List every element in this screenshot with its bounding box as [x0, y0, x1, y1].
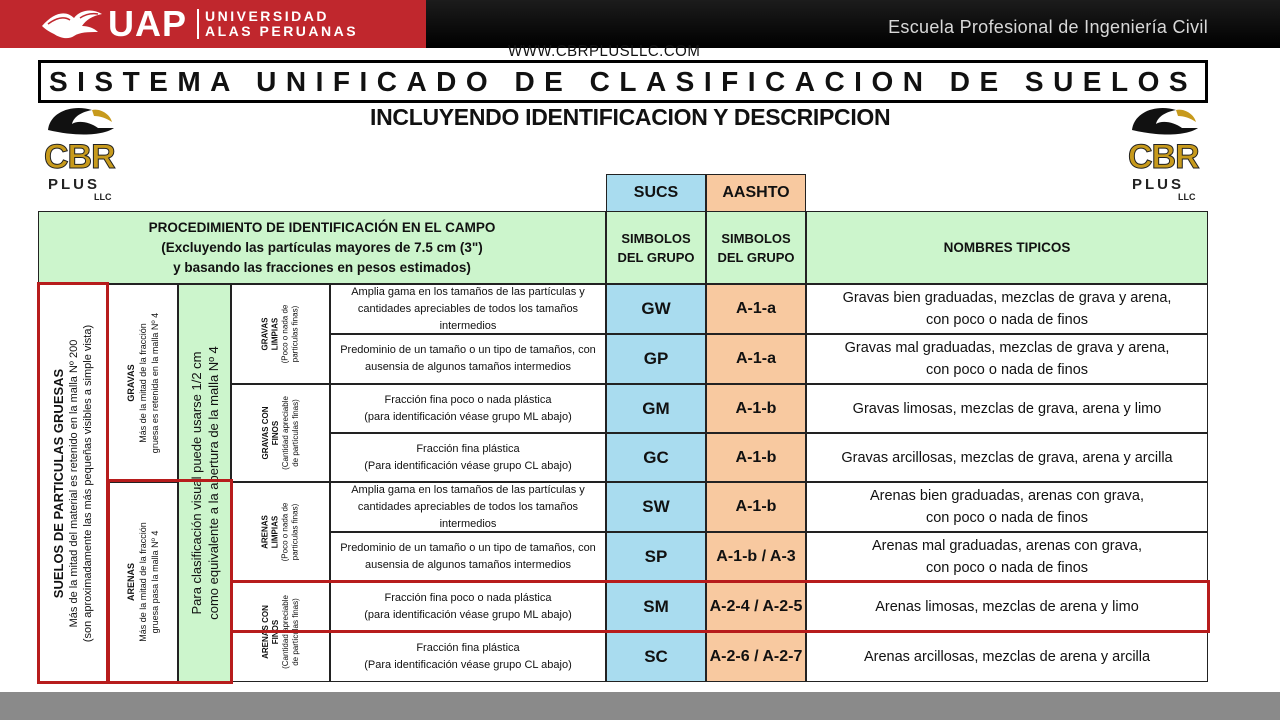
desc-line-1: Predominio de un tamaño o un tipo de tamaños, con	[340, 542, 596, 554]
coarse-soils-title: SUELOS DE PARTICULAS GRUESAS	[51, 368, 67, 598]
name-line-1: Arenas mal graduadas, arenas con grava,	[871, 538, 1143, 554]
subgroup-title: GRAVAS CON	[260, 406, 270, 460]
logo-word: CBR	[1128, 138, 1199, 176]
subgroup-title-2: LIMPIAS	[270, 317, 280, 351]
symbols-line-1: SIMBOLOS	[621, 230, 691, 246]
logo-llc: LLC	[1178, 192, 1196, 202]
coarse-soils-line-1: Más de la mitad del material es retenido en la malla Nº 200	[68, 339, 81, 627]
desc-line-2: cantidades apreciables de todos los tamaños	[357, 500, 579, 513]
gravels-line-2: gruesa es retenida en la malla Nº 4	[150, 312, 160, 454]
typical-name	[806, 582, 1208, 632]
subgroup-note-2: de partículas finas)	[290, 598, 300, 666]
name-line-1: Gravas arcillosas, mezclas de grava, arena y arcilla	[841, 449, 1173, 466]
desc-line-2: (para identificación véase grupo ML abajo)	[364, 410, 572, 423]
subgroup-title-2: LIMPIAS	[270, 515, 280, 549]
desc-line-1: Fracción fina plástica	[416, 442, 520, 455]
symbols-line-2: DEL GRUPO	[617, 249, 695, 265]
subgroup-note-2: partículas finas)	[290, 305, 300, 363]
name-line-2: con poco o nada de finos	[925, 560, 1089, 576]
aashto-symbol: A-1-a	[706, 284, 806, 334]
row-description	[330, 433, 606, 482]
typical-names-header: NOMBRES TIPICOS	[806, 211, 1208, 284]
sucs-symbol: SM	[606, 582, 706, 632]
gravels-line-1: Más de la mitad de la fracción	[138, 323, 148, 443]
typical-name	[806, 632, 1208, 682]
subgroup-gravels-with-fines	[231, 384, 330, 482]
name-line-1: Gravas bien graduadas, mezclas de grava y arena,	[842, 290, 1172, 306]
university-brand	[0, 0, 426, 48]
desc-line-2: ausensia de algunos tamaños intermedios	[364, 361, 572, 373]
aashto-symbol: A-1-b	[706, 433, 806, 482]
sucs-symbol: GM	[606, 384, 706, 433]
subgroup-title: ARENAS	[260, 515, 270, 549]
row-description	[330, 532, 606, 582]
subgroup-note: (Poco o nada de	[280, 502, 290, 562]
typical-name	[806, 284, 1208, 334]
desc-line-2: (Para identificación véase grupo CL abajo)	[364, 659, 572, 671]
visual-line-2: como equivalente a la abertura de la malla Nº 4	[205, 346, 221, 620]
subgroup-title: GRAVAS	[260, 317, 270, 351]
desc-line-1: Amplia gama en los tamaños de las partículas y	[351, 285, 585, 298]
sucs-symbol: SP	[606, 532, 706, 582]
row-description	[330, 582, 606, 632]
visual-line-1: Para clasificación visual puede usarse 1/2 cm	[188, 351, 204, 615]
typical-name	[806, 384, 1208, 433]
brand-line-1: UNIVERSIDAD	[205, 8, 329, 24]
sucs-symbol: SC	[606, 632, 706, 682]
aashto-symbols-header	[706, 211, 806, 284]
sucs-symbol: SW	[606, 482, 706, 532]
symbols-line-1: SIMBOLOS	[721, 230, 791, 246]
subgroup-sands-with-fines	[231, 582, 330, 682]
logo-plus: PLUS	[1132, 176, 1185, 193]
name-line-1: Gravas limosas, mezclas de grava, arena y limo	[852, 400, 1162, 417]
typical-name	[806, 334, 1208, 384]
row-description	[330, 632, 606, 682]
row-description	[330, 482, 606, 532]
cbr-logo-left	[42, 100, 122, 208]
gravels-label	[108, 284, 178, 482]
eagle-logo-icon	[40, 4, 104, 44]
procedure-line-3: y basando las fracciones en pesos estimados)	[173, 259, 471, 275]
school-name: Escuela Profesional de Ingeniería Civil	[888, 17, 1208, 37]
desc-line-1: Predominio de un tamaño o un tipo de tamaños, con	[340, 344, 596, 356]
sands-line-1: Más de la mitad de la fracción	[138, 522, 148, 642]
subgroup-clean-sands	[231, 482, 330, 582]
procedure-header	[38, 211, 606, 284]
brand-short: UAP	[108, 3, 188, 44]
aashto-header: AASHTO	[706, 174, 806, 212]
logo-plus: PLUS	[48, 176, 101, 193]
name-line-2: con poco o nada de finos	[925, 510, 1089, 526]
top-bar	[0, 0, 1280, 48]
aashto-symbol: A-1-a	[706, 334, 806, 384]
subgroup-note: (Poco o nada de	[280, 304, 290, 364]
sucs-symbol: GW	[606, 284, 706, 334]
sands-line-2: gruesa pasa la malla Nº 4	[150, 530, 160, 634]
desc-line-3: intermedios	[439, 517, 497, 530]
slide-title: SISTEMA UNIFICADO DE CLASIFICACION DE SUELOS	[48, 65, 1198, 97]
row-description	[330, 384, 606, 433]
desc-line-2: (Para identificación véase grupo CL abajo)	[364, 459, 572, 472]
aashto-symbol: A-1-b / A-3	[706, 532, 806, 582]
sands-label	[108, 482, 178, 682]
name-line-1: Arenas limosas, mezclas de arena y limo	[875, 599, 1139, 615]
sucs-symbol: GC	[606, 433, 706, 482]
desc-line-1: Fracción fina poco o nada plástica	[384, 592, 552, 604]
sands-title: ARENAS	[126, 563, 136, 602]
desc-line-1: Fracción fina poco o nada plástica	[384, 393, 552, 406]
procedure-line-2: (Excluyendo las partículas mayores de 7.5 cm (3")	[161, 239, 483, 255]
cbr-logo-right	[1126, 100, 1206, 208]
aashto-symbol: A-1-b	[706, 482, 806, 532]
name-line-1: Gravas mal graduadas, mezclas de grava y arena,	[844, 340, 1170, 356]
subgroup-title-2: FINOS	[270, 619, 280, 645]
cbr-emblem-icon	[1126, 100, 1206, 140]
subgroup-clean-gravels	[231, 284, 330, 384]
typical-name	[806, 433, 1208, 482]
procedure-line-1: PROCEDIMIENTO DE IDENTIFICACIÓN EN EL CAMPO	[148, 219, 496, 235]
subgroup-title-2: FINOS	[270, 420, 280, 446]
aashto-symbol: A-2-6 / A-2-7	[706, 632, 806, 682]
desc-line-3: intermedios	[439, 319, 497, 332]
subgroup-note: (Cantidad apreciable	[280, 396, 290, 470]
subgroup-note-2: de partículas finas)	[290, 399, 300, 467]
desc-line-1: Fracción fina plástica	[416, 642, 520, 654]
aashto-symbol: A-1-b	[706, 384, 806, 433]
bottom-bar	[0, 692, 1280, 720]
desc-line-1: Amplia gama en los tamaños de las partículas y	[351, 483, 585, 496]
coarse-soils-line-2: (son aproximadamente las más pequeñas visibles a simple vista)	[82, 324, 95, 642]
desc-line-2: cantidades apreciables de todos los tamaños	[357, 302, 579, 315]
sucs-symbol: GP	[606, 334, 706, 384]
typical-name	[806, 532, 1208, 582]
cbr-emblem-icon	[42, 100, 122, 140]
website-url: WWW.CBRPLUSLLC.COM	[508, 42, 701, 61]
name-line-1: Arenas bien graduadas, arenas con grava,	[869, 488, 1145, 504]
slide-title-box	[38, 60, 1208, 103]
logo-word: CBR	[44, 138, 115, 176]
logo-llc: LLC	[94, 192, 112, 202]
subgroup-note-2: partículas finas)	[290, 503, 300, 561]
desc-line-2: (para identificación véase grupo ML abajo)	[364, 609, 572, 621]
brand-line-2: ALAS PERUANAS	[205, 23, 359, 39]
visual-classification-label	[178, 284, 231, 682]
subgroup-title: ARENAS CON	[260, 605, 270, 659]
desc-line-2: ausensia de algunos tamaños intermedios	[364, 559, 572, 571]
name-line-2: con poco o nada de finos	[925, 312, 1089, 328]
sucs-symbols-header	[606, 211, 706, 284]
name-line-1: Arenas arcillosas, mezclas de arena y arcilla	[863, 649, 1151, 665]
aashto-symbol: A-2-4 / A-2-5	[706, 582, 806, 632]
slide-subtitle: INCLUYENDO IDENTIFICACION Y DESCRIPCION	[370, 104, 891, 130]
subgroup-note: (Cantidad apreciable	[280, 595, 290, 669]
coarse-soils-label	[38, 284, 108, 682]
brand-name	[197, 9, 358, 39]
gravels-title: GRAVAS	[126, 364, 136, 402]
name-line-2: con poco o nada de finos	[925, 362, 1089, 378]
symbols-line-2: DEL GRUPO	[717, 249, 795, 265]
row-description	[330, 284, 606, 334]
sucs-header: SUCS	[606, 174, 706, 212]
typical-name	[806, 482, 1208, 532]
row-description	[330, 334, 606, 384]
